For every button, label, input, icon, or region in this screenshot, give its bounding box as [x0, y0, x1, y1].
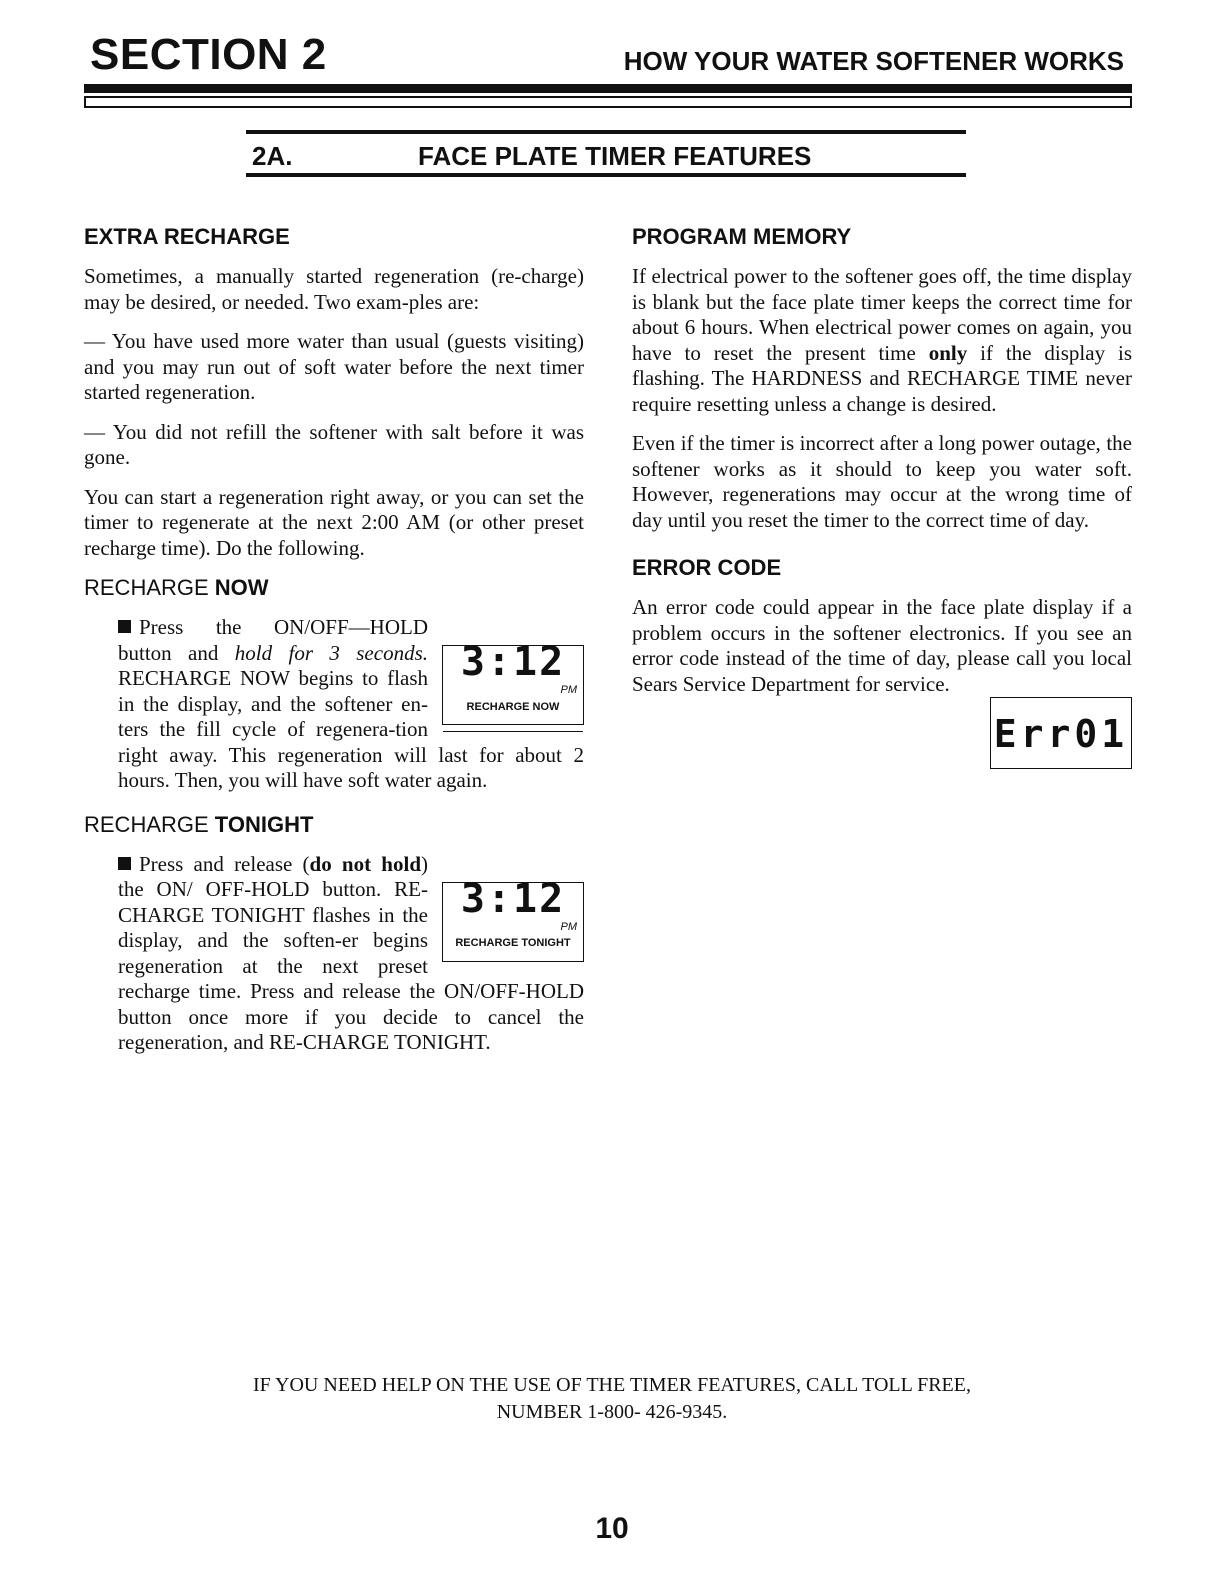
recharge-now-bullet — [118, 615, 584, 794]
program-memory-text-b: if the display is flashing. The HARDNESS and RECHARGE TIME never require resetting unless a change is desired. — [632, 340, 1132, 416]
header-rule-thick — [84, 84, 1132, 93]
recharge-now-heading — [84, 575, 584, 601]
footer-help-line-2: NUMBER 1-800- 426-9345. — [496, 1401, 728, 1423]
error-code-block — [632, 595, 1132, 756]
extra-recharge-paragraph-1: Sometimes, a manually started regeneration (re-charge) may be desired, or needed. Two exam-ples are: — [84, 264, 584, 314]
section-subtitle: HOW YOUR WATER SOFTENER WORKS — [623, 46, 1124, 76]
recharge-now-heading-bold: NOW — [214, 575, 269, 600]
page-number: 10 — [595, 1512, 629, 1545]
recharge-tonight-text-b: ) the ON/ OFF-HOLD button. RE-CHARGE TONIGHT flashes in the display, and the soften-er begins regeneration at the next preset recharge time. Press and release the ON/OFF-HOLD button once more if you decide to cancel the regeneration, and RE-CHARGE TONIGHT. — [118, 851, 584, 1054]
lcd-label: RECHARGE NOW — [466, 700, 560, 713]
footer-help-text — [0, 1372, 1224, 1426]
extra-recharge-paragraph-2: — You have used more water than usual (guests visiting) and you may run out of soft water before the next timer started regeneration. — [84, 329, 584, 404]
recharge-tonight-bullet — [118, 852, 584, 1056]
error-code-paragraph: An error code could appear in the face plate display if a problem occurs in the softener electronics. If you see an error code instead of the time of day, please call you local Sears Service Department for service. — [632, 595, 1132, 696]
subhead-title: FACE PLATE TIMER FEATURES — [418, 141, 812, 171]
footer-help-line-1: IF YOU NEED HELP ON THE USE OF THE TIMER FEATURES, CALL TOLL FREE, — [253, 1374, 971, 1396]
program-memory-paragraph-2: Even if the timer is incorrect after a long power outage, the softener works as it should to keep you water soft. However, regenerations may occur at the wrong time of day until you reset the timer to the correct time of day. — [632, 431, 1132, 532]
left-column — [84, 224, 584, 1056]
lcd-pm: PM — [560, 920, 577, 933]
recharge-tonight-heading — [84, 812, 584, 838]
recharge-tonight-text-bold: do not hold — [309, 851, 421, 876]
subhead-rule-bottom — [246, 173, 966, 177]
lcd-digits: 3:12 — [460, 875, 566, 922]
error-code-digits: Err01 — [993, 712, 1129, 756]
lcd-digits: 3:12 — [460, 639, 566, 685]
header-rule-box — [84, 96, 1132, 108]
recharge-now-text-a: Press the ON/OFF—HOLD button and — [118, 615, 428, 665]
right-column — [632, 224, 1132, 775]
program-memory-paragraph-1 — [632, 264, 1132, 417]
program-memory-text-a: If electrical power to the softener goes off, the time display is blank but the face plate timer keeps the correct time for about 6 hours. When electrical power comes on again, you have to reset the present time — [632, 264, 1132, 365]
lcd-label: RECHARGE TONIGHT — [455, 937, 571, 949]
recharge-tonight-heading-plain: RECHARGE — [84, 811, 215, 837]
subhead-rule-top — [246, 130, 966, 134]
extra-recharge-paragraph-4: You can start a regeneration right away, or you can set the timer to regenerate at the next 2:00 AM (or other preset recharge time). Do the following. — [84, 484, 584, 560]
recharge-tonight-text-a: Press and release ( — [139, 851, 310, 876]
error-code-display — [990, 697, 1132, 769]
recharge-now-text-b: RECHARGE NOW begins to flash in the display, and the softener en-ters the fill cycle of regenera-tion right away. This regeneration will last for about 2 hours. Then, you will have soft water again. — [118, 666, 584, 792]
recharge-now-heading-plain: RECHARGE — [84, 575, 215, 600]
program-memory-text-bold: only — [928, 340, 968, 365]
bullet-square-icon — [118, 620, 131, 633]
section-title: SECTION 2 — [90, 30, 327, 79]
program-memory-heading: PROGRAM MEMORY — [632, 224, 852, 249]
subhead-number: 2A. — [252, 141, 293, 171]
extra-recharge-paragraph-3: — You did not refill the softener with salt before it was gone. — [84, 419, 584, 469]
recharge-tonight-display — [442, 875, 584, 962]
recharge-now-display — [442, 639, 584, 725]
lcd-pm: PM — [560, 684, 577, 696]
extra-recharge-heading: EXTRA RECHARGE — [84, 224, 290, 249]
error-code-heading: ERROR CODE — [632, 555, 782, 580]
lcd-underline — [443, 731, 583, 733]
recharge-now-text-italic: hold for 3 seconds. — [234, 640, 428, 665]
bullet-square-icon — [118, 857, 131, 870]
recharge-tonight-heading-bold: TONIGHT — [214, 811, 314, 837]
